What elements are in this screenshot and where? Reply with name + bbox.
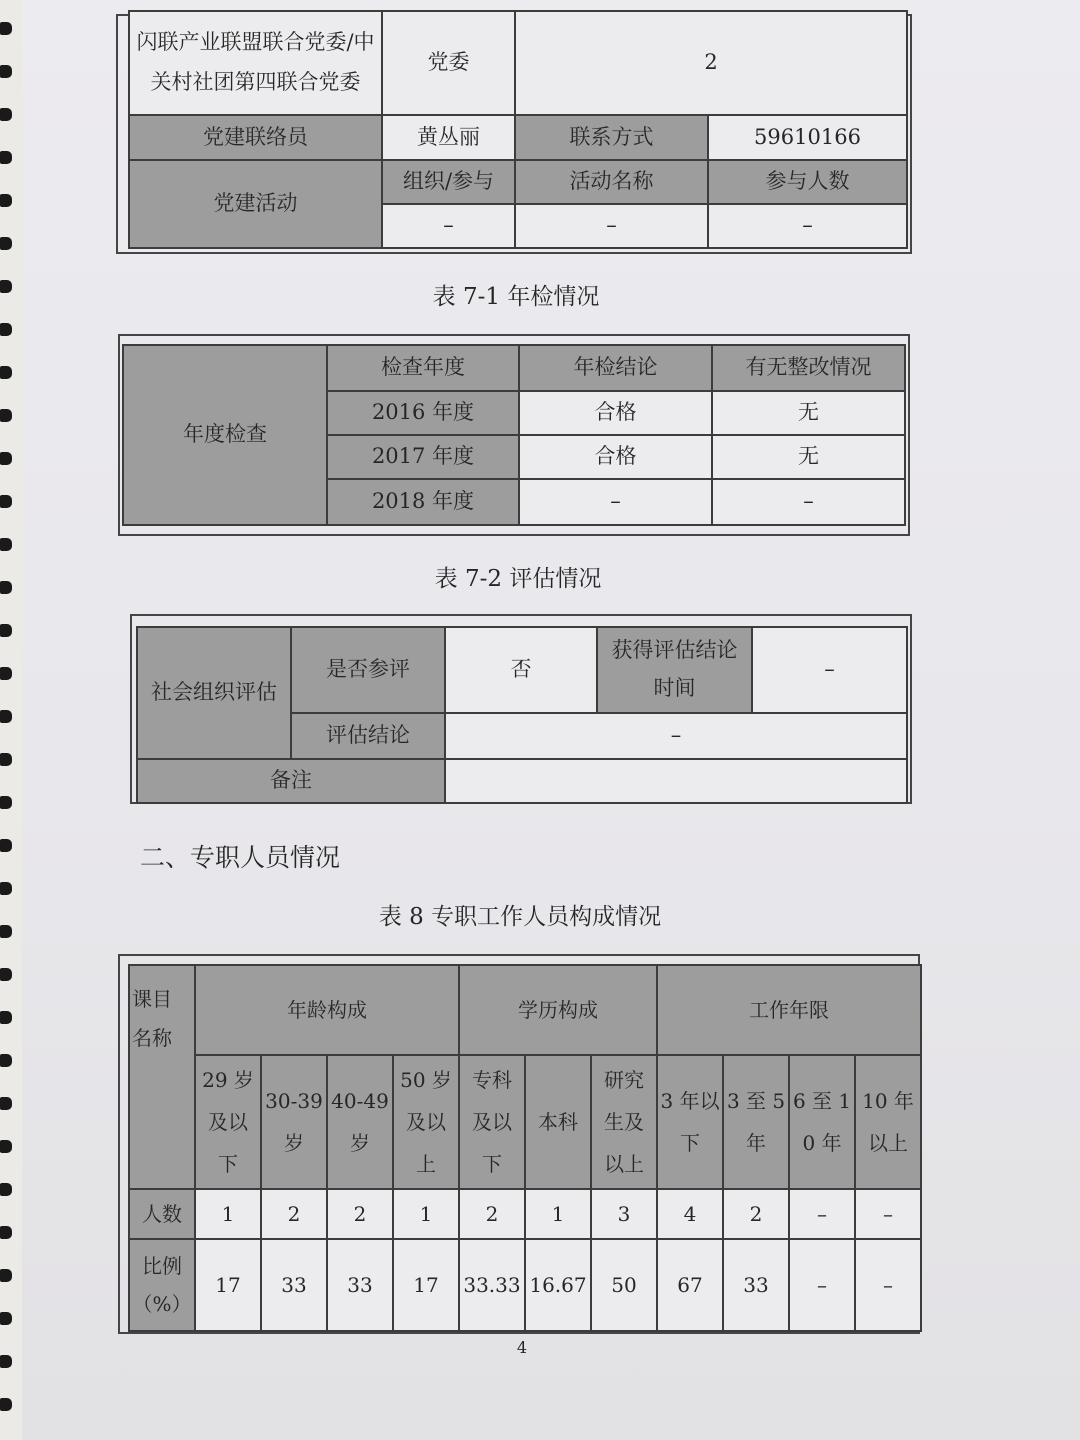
member-count: 2 xyxy=(704,50,718,75)
col-org-cell xyxy=(382,160,515,204)
ratio-label-cell xyxy=(129,1239,195,1331)
binding-ring xyxy=(0,925,12,938)
binding-ring xyxy=(0,882,12,895)
col-org: 组织/参与 xyxy=(402,169,495,194)
count-cell: – xyxy=(855,1189,921,1239)
ratio-cell: 33 xyxy=(723,1239,789,1331)
count-cell: – xyxy=(789,1189,855,1239)
group-age: 年龄构成 xyxy=(287,997,367,1022)
binding-ring xyxy=(0,323,12,336)
remark-label: 备注 xyxy=(270,768,312,793)
binding-ring xyxy=(0,1312,12,1325)
group-years: 工作年限 xyxy=(749,997,830,1022)
conclusion-2016: 合格 xyxy=(594,400,637,425)
binding-ring xyxy=(0,495,12,508)
subheader-line: 本科 xyxy=(538,1110,578,1134)
table-cell xyxy=(712,435,905,479)
subheader-line: 生及 xyxy=(604,1110,645,1134)
contact-label-cell xyxy=(515,115,708,160)
ratio-cell: 17 xyxy=(393,1239,459,1331)
col-participants: 参与人数 xyxy=(765,169,850,194)
party-table xyxy=(128,10,908,249)
year-2017: 2017 年度 xyxy=(371,444,475,469)
col-activity-cell xyxy=(515,160,708,204)
ratio-cell: 67 xyxy=(657,1239,723,1331)
time-label-cell xyxy=(597,627,752,713)
conclusion-value-cell xyxy=(445,713,907,759)
col-activity: 活动名称 xyxy=(569,169,654,194)
subheader-line: 3 至 5 xyxy=(726,1089,786,1113)
table71-row-label-cell xyxy=(123,345,327,525)
subheader-line: 6 至 1 xyxy=(792,1089,852,1113)
binding-ring xyxy=(0,1011,12,1024)
binding-ring xyxy=(0,968,12,981)
section-title: 二、专职人员情况 xyxy=(140,843,341,872)
ratio-label-1: 比例 xyxy=(142,1254,182,1278)
subheader-line: 50 岁 xyxy=(400,1068,452,1092)
binding-ring xyxy=(0,1269,12,1282)
subheader-line: 29 岁 xyxy=(202,1068,254,1092)
conclusion-2018: – xyxy=(610,489,621,514)
table72 xyxy=(136,626,908,804)
corner-label-2: 名称 xyxy=(132,1026,172,1050)
count-cell: 2 xyxy=(723,1189,789,1239)
count-cell: 2 xyxy=(261,1189,327,1239)
binding-ring xyxy=(0,65,12,78)
subheader-cell xyxy=(525,1055,591,1189)
liaison-name-cell xyxy=(382,115,515,160)
binding-ring xyxy=(0,452,12,465)
time-value: – xyxy=(824,657,835,682)
table71-row-label: 年度检查 xyxy=(183,422,267,447)
subheader-cell xyxy=(657,1055,723,1189)
remark-label-cell xyxy=(137,759,445,803)
ratio-cell: 16.67 xyxy=(525,1239,591,1331)
subheader-line: 及以 xyxy=(208,1110,248,1134)
conclusion-value: – xyxy=(670,723,682,748)
subheader-cell xyxy=(393,1055,459,1189)
participate-value: 否 xyxy=(510,657,532,682)
subheader-line: 下 xyxy=(218,1152,238,1176)
count-cell: 2 xyxy=(459,1189,525,1239)
ratio-cell: 33 xyxy=(261,1239,327,1331)
count-label-cell xyxy=(129,1189,195,1239)
count-cell: 2 xyxy=(327,1189,393,1239)
subheader-cell xyxy=(591,1055,657,1189)
binding-ring xyxy=(0,1097,12,1110)
committee-type: 党委 xyxy=(427,50,470,75)
spiral-binding xyxy=(0,0,22,1440)
subheader-cell xyxy=(195,1055,261,1189)
binding-ring xyxy=(0,22,12,35)
group-age-cell xyxy=(195,965,459,1055)
liaison-name: 黄丛丽 xyxy=(417,124,480,149)
subheader-line: 以上 xyxy=(604,1152,645,1176)
committee-type-cell xyxy=(382,11,515,115)
document-page xyxy=(22,0,1080,1440)
binding-ring xyxy=(0,796,12,809)
table71-header xyxy=(712,345,905,391)
subheader-line: 30-39 xyxy=(265,1089,323,1113)
year-2016: 2016 年度 xyxy=(371,400,475,425)
binding-ring xyxy=(0,1140,12,1153)
participate-label-cell xyxy=(291,627,445,713)
header-check-year: 检查年度 xyxy=(381,355,465,380)
subheader-cell xyxy=(327,1055,393,1189)
binding-ring xyxy=(0,1054,12,1067)
subheader-line: 研究 xyxy=(604,1068,645,1092)
committee-name: 闪联产业联盟联合党委/中关村社团第四联合党委 xyxy=(136,30,375,94)
binding-ring xyxy=(0,108,12,121)
table72-row-label-cell xyxy=(137,627,291,759)
contact-label: 联系方式 xyxy=(569,124,654,149)
subheader-line: 及以 xyxy=(472,1110,512,1134)
page-number: 4 xyxy=(516,1338,528,1357)
table71-caption: 表 7-1 年检情况 xyxy=(432,284,600,310)
ratio-cell: 33 xyxy=(327,1239,393,1331)
rectification-2016: 无 xyxy=(798,400,819,425)
table71 xyxy=(122,344,906,526)
subheader-line: 专科 xyxy=(472,1068,512,1092)
binding-ring xyxy=(0,280,12,293)
binding-ring xyxy=(0,753,12,766)
contact-value-cell xyxy=(708,115,907,160)
binding-ring xyxy=(0,538,12,551)
table-cell xyxy=(712,479,905,525)
subheader-line: 及以 xyxy=(406,1110,446,1134)
binding-ring xyxy=(0,624,12,637)
binding-ring xyxy=(0,1226,12,1239)
subheader-line: 以上 xyxy=(868,1131,909,1155)
table-cell xyxy=(712,391,905,435)
group-edu: 学历构成 xyxy=(518,997,599,1022)
rectification-2017: 无 xyxy=(798,444,819,469)
rectification-2018: – xyxy=(803,489,814,514)
table8 xyxy=(128,964,922,1332)
table71-header xyxy=(519,345,712,391)
table-cell xyxy=(327,391,519,435)
subheader-line: 年 xyxy=(746,1131,767,1155)
subheader-line: 10 年 xyxy=(862,1089,914,1113)
count-cell: 4 xyxy=(657,1189,723,1239)
participate-label: 是否参评 xyxy=(326,657,410,682)
ratio-cell: – xyxy=(789,1239,855,1331)
time-label-2: 时间 xyxy=(653,676,696,700)
ratio-cell: 50 xyxy=(591,1239,657,1331)
val-org: – xyxy=(443,213,454,238)
time-value-cell xyxy=(752,627,907,713)
table72-caption: 表 7-2 评估情况 xyxy=(434,566,602,592)
binding-ring xyxy=(0,581,12,594)
count-cell: 3 xyxy=(591,1189,657,1239)
member-count-cell xyxy=(515,11,907,115)
activity-label: 党建活动 xyxy=(213,191,298,216)
ratio-cell: 33.33 xyxy=(459,1239,525,1331)
table-cell xyxy=(519,479,712,525)
table71-header xyxy=(327,345,519,391)
subheader-line: 3 年以 xyxy=(660,1089,720,1113)
conclusion-2017: 合格 xyxy=(594,444,637,469)
liaison-label-cell xyxy=(129,115,382,160)
activity-label-cell xyxy=(129,160,382,248)
subheader-line: 上 xyxy=(416,1152,436,1176)
val-participants: – xyxy=(802,213,813,238)
ratio-cell: – xyxy=(855,1239,921,1331)
col-participants-cell xyxy=(708,160,907,204)
ratio-label-2: （%） xyxy=(132,1292,192,1316)
group-years-cell xyxy=(657,965,921,1055)
val-activity-cell xyxy=(515,204,708,248)
contact-value: 59610166 xyxy=(754,124,861,149)
table-cell xyxy=(519,435,712,479)
binding-ring xyxy=(0,194,12,207)
time-label-1: 获得评估结论 xyxy=(611,638,738,663)
conclusion-label-cell xyxy=(291,713,445,759)
binding-ring xyxy=(0,237,12,250)
binding-ring xyxy=(0,667,12,680)
corner-label-1: 课目 xyxy=(132,987,172,1011)
subheader-cell xyxy=(855,1055,921,1189)
subheader-line: 下 xyxy=(482,1152,502,1176)
subheader-cell xyxy=(723,1055,789,1189)
corner-cell xyxy=(129,965,195,1189)
count-label: 人数 xyxy=(142,1201,182,1226)
table72-row-label: 社会组织评估 xyxy=(151,680,277,705)
binding-ring xyxy=(0,839,12,852)
subheader-line: 岁 xyxy=(284,1131,304,1155)
binding-ring xyxy=(0,366,12,379)
subheader-cell xyxy=(789,1055,855,1189)
conclusion-label: 评估结论 xyxy=(326,723,410,748)
count-cell: 1 xyxy=(393,1189,459,1239)
table-cell xyxy=(519,391,712,435)
binding-ring xyxy=(0,409,12,422)
participate-value-cell xyxy=(445,627,597,713)
val-participants-cell xyxy=(708,204,907,248)
val-activity: – xyxy=(606,213,617,238)
liaison-label: 党建联络员 xyxy=(203,124,308,149)
subheader-cell xyxy=(459,1055,525,1189)
binding-ring xyxy=(0,151,12,164)
binding-ring xyxy=(0,1183,12,1196)
binding-ring xyxy=(0,1398,12,1411)
header-conclusion: 年检结论 xyxy=(573,355,658,380)
subheader-line: 0 年 xyxy=(802,1131,842,1155)
group-edu-cell xyxy=(459,965,657,1055)
table8-caption: 表 8 专职工作人员构成情况 xyxy=(378,904,662,930)
val-org-cell xyxy=(382,204,515,248)
subheader-cell xyxy=(261,1055,327,1189)
header-rectification: 有无整改情况 xyxy=(745,355,872,380)
subheader-line: 下 xyxy=(680,1131,701,1155)
year-2018: 2018 年度 xyxy=(371,489,475,514)
committee-name-cell xyxy=(129,11,382,115)
binding-ring xyxy=(0,1355,12,1368)
remark-value-cell xyxy=(445,759,907,803)
table-cell xyxy=(327,479,519,525)
count-cell: 1 xyxy=(195,1189,261,1239)
subheader-line: 40-49 xyxy=(331,1089,389,1113)
count-cell: 1 xyxy=(525,1189,591,1239)
subheader-line: 岁 xyxy=(350,1131,370,1155)
binding-ring xyxy=(0,710,12,723)
ratio-cell: 17 xyxy=(195,1239,261,1331)
table-cell xyxy=(327,435,519,479)
